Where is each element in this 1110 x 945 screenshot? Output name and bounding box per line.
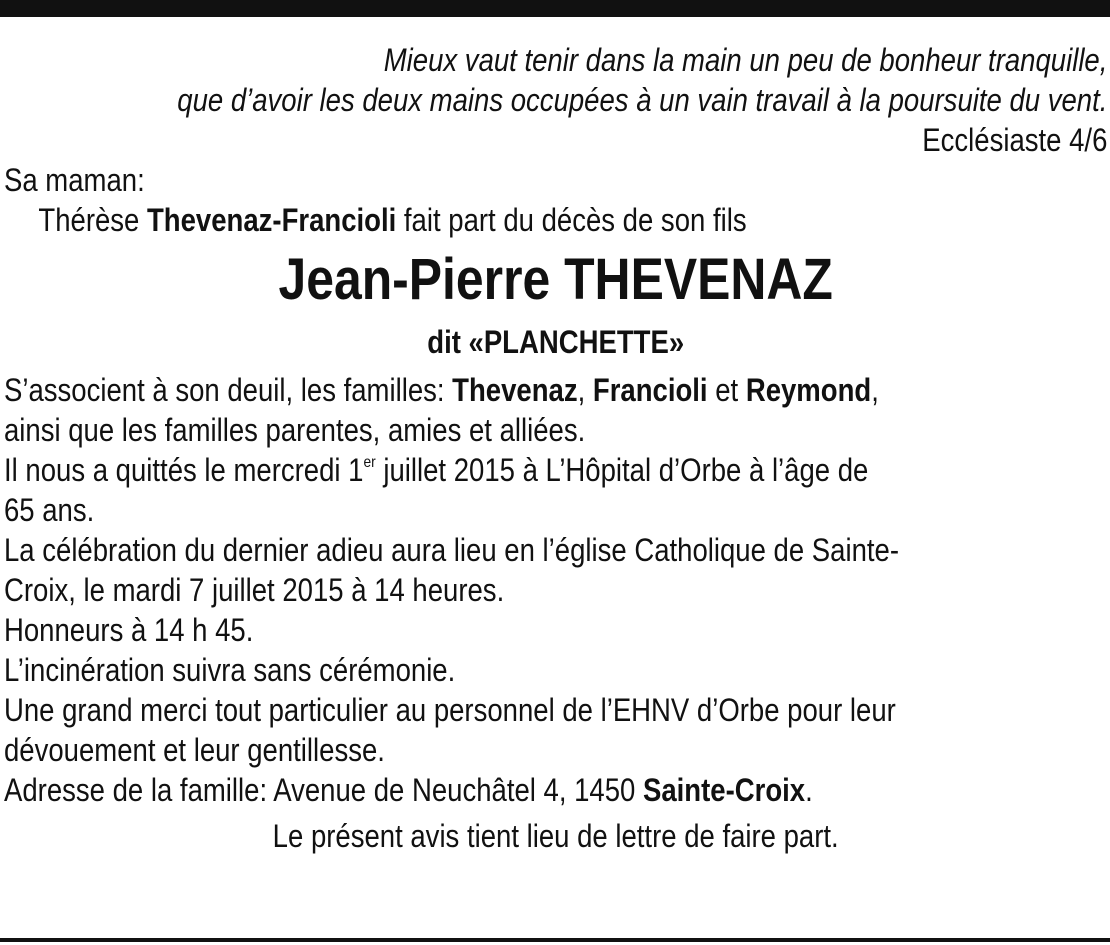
ceremony-line-1: La célébration du dernier adieu aura lieu en l’église Catholique de Sainte- [4,532,900,568]
quote-line-1: Mieux vaut tenir dans la main un peu de bonheur tranquille, [383,42,1108,78]
ordinal-superscript: er [363,454,376,471]
cremation-line: L’incinération suivra sans cérémonie. [4,652,456,688]
families-line-2: ainsi que les familles parentes, amies et alliées. [4,412,586,448]
families-separator-2: et [707,372,746,408]
death-line-1 [4,450,1107,490]
address-prefix: Adresse de la famille: Avenue de Neuchâtel 4, 1450 [4,772,643,808]
honours-line: Honneurs à 14 h 45. [4,612,254,648]
death-text-end: juillet 2015 à L’Hôpital d’Orbe à l’âge de [375,452,869,488]
mother-announcement [4,200,1107,240]
thanks-line-1: Une grand merci tout particulier au personnel de l’EHNV d’Orbe pour leur [4,692,896,728]
address-suffix: . [805,772,813,808]
families-separator-1: , [577,372,593,408]
families-prefix: S’associent à son deuil, les familles: [4,372,453,408]
announcement-text: fait part du décès de son fils [403,202,747,238]
family-francioli: Francioli [592,372,708,408]
notice-body [4,370,1107,856]
families-separator-3: , [871,372,879,408]
death-line-2: 65 ans. [4,492,95,528]
ceremony-line-2: Croix, le mardi 7 juillet 2015 à 14 heures. [4,572,505,608]
intro-label: Sa maman: [4,162,145,198]
family-reymond: Reymond [745,372,872,408]
closing-note: Le présent avis tient lieu de lettre de faire part. [272,818,839,854]
address-town: Sainte-Croix [642,772,806,808]
thanks-line-2: dévouement et leur gentillesse. [4,732,385,768]
bottom-border-rule [0,938,1110,942]
families-line-1 [4,370,1107,410]
mother-first-name: Thérèse [38,202,140,238]
top-border-rule [0,0,1110,17]
family-address [4,770,1107,810]
death-text-start: Il nous a quittés le mercredi 1 [4,452,364,488]
mother-surname: Thevenaz-Francioli [147,202,397,238]
deceased-name: Jean-Pierre THEVENAZ [278,247,833,312]
obituary-notice [4,40,1107,856]
family-thevenaz: Thevenaz [452,372,578,408]
quote-line-2: que d’avoir les deux mains occupées à un vain travail à la poursuite du vent. [177,82,1108,118]
quote-reference: Ecclésiaste 4/6 [922,122,1108,158]
epigraph-quote [4,40,1107,160]
deceased-nickname: dit «PLANCHETTE» [427,324,685,360]
